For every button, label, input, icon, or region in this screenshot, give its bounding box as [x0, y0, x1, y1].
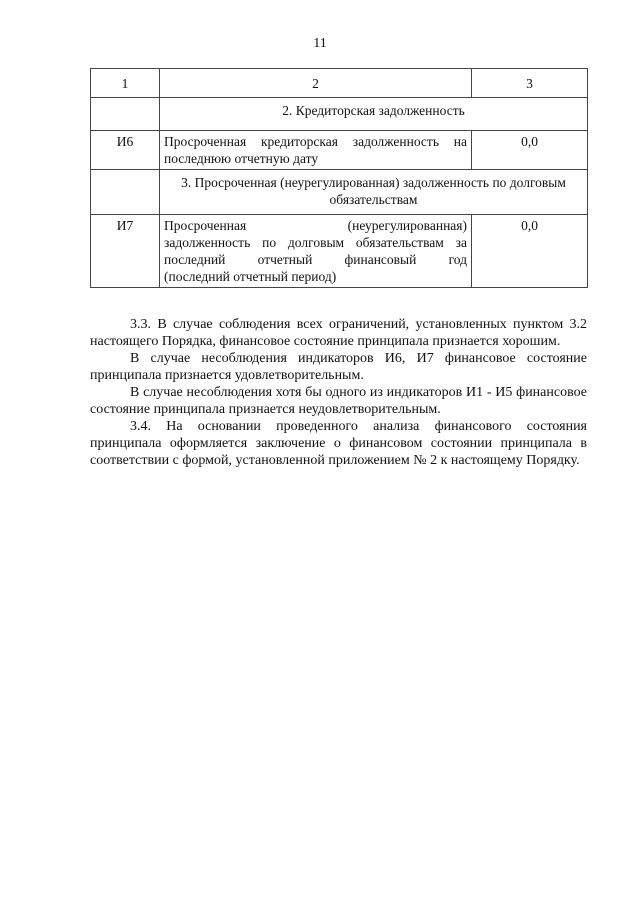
section-empty-cell — [91, 98, 160, 131]
section-empty-cell — [91, 170, 160, 215]
paragraph-satisfactory: В случае несоблюдения индикаторов И6, И7 финансовое состояние принципала признается удовлетворительным. — [90, 351, 587, 383]
body-text — [90, 316, 587, 469]
table-row-i7 — [91, 215, 588, 288]
indicator-code: И7 — [91, 215, 160, 288]
indicator-description — [160, 215, 472, 288]
indicator-value: 0,0 — [472, 131, 588, 170]
table-row-i6 — [91, 131, 588, 170]
paragraph-3-4: 3.4. На основании проведенного анализа финансового состояния принципала оформляется заключение о финансовом состоянии принципала в соответствии с формой, установленной приложением № 2 к настоящему Порядку. — [90, 419, 587, 468]
section-row-credit — [91, 98, 588, 131]
section-title-credit: 2. Кредиторская задолженность — [160, 98, 588, 131]
section-row-debt — [91, 170, 588, 215]
indicator-description: Просроченная кредиторская задолженность на последнюю отчетную дату — [160, 131, 472, 170]
indicator-value: 0,0 — [472, 215, 588, 288]
description-line: (последний отчетный период) — [164, 269, 337, 284]
paragraph-3-3: 3.3. В случае соблюдения всех ограничений, установленных пунктом 3.2 настоящего Порядка, финансовое состояние принципала признается хорошим. — [90, 317, 587, 349]
header-col-1: 1 — [91, 69, 160, 98]
table-header-row — [91, 69, 588, 98]
page-number: 11 — [313, 36, 327, 51]
header-col-2: 2 — [160, 69, 472, 98]
indicator-code: И6 — [91, 131, 160, 170]
description-line: задолженность по долговым обязательствам за — [164, 235, 467, 250]
header-col-3: 3 — [472, 69, 588, 98]
description-line: последний отчетный финансовый год — [164, 252, 467, 267]
indicators-table — [90, 68, 588, 288]
description-line: Просроченная (неурегулированная) — [164, 218, 467, 233]
paragraph-unsatisfactory: В случае несоблюдения хотя бы одного из индикаторов И1 - И5 финансовое состояние принципала признается неудовлетворительным. — [90, 385, 587, 417]
section-title-debt: 3. Просроченная (неурегулированная) задолженность по долговым обязательствам — [160, 170, 588, 215]
